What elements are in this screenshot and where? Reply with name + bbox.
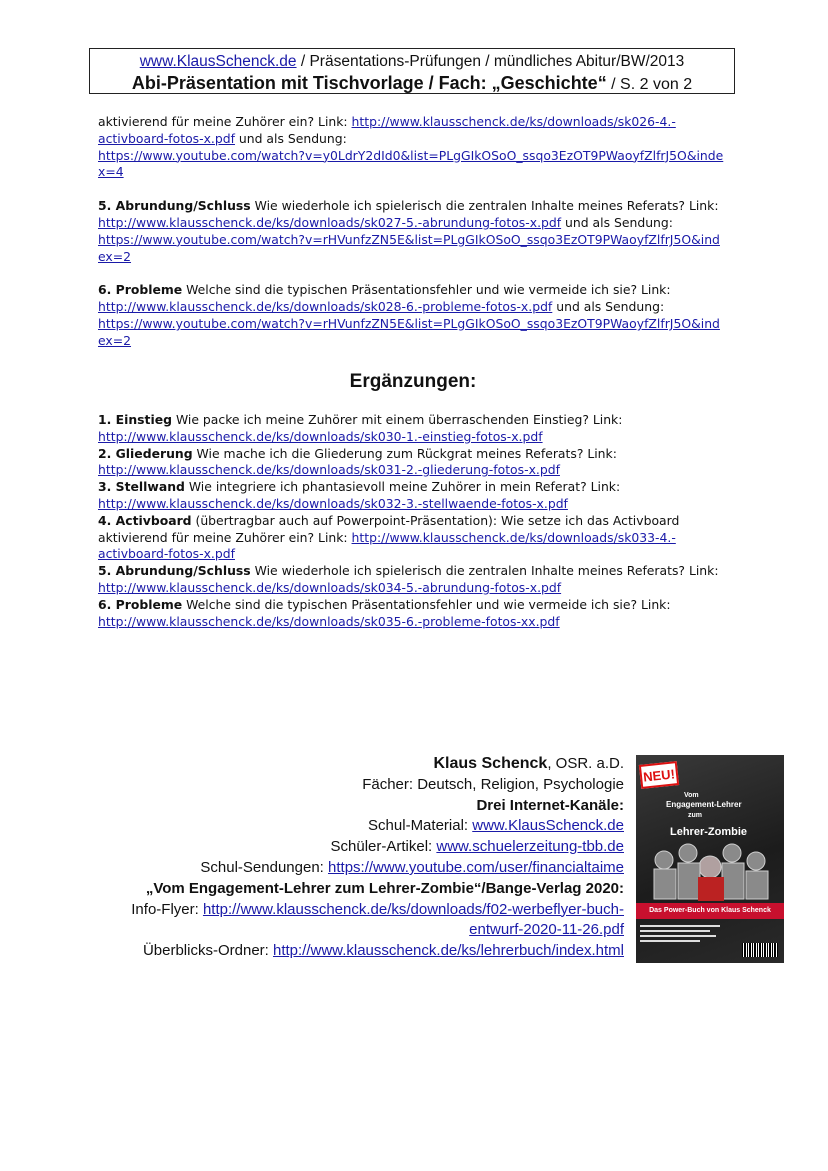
ueberblicks-ordner-link[interactable]: http://www.klausschenck.de/ks/lehrerbuch/index.html bbox=[273, 942, 624, 960]
list-item: 2. Gliederung Wie mache ich die Gliederung zum Rückgrat meines Referats? Link: http://www.klausschenck.de/ks/downloads/sk031-2.-gliederung-fotos-x.pdf bbox=[98, 445, 617, 478]
item-6-paragraph bbox=[98, 282, 738, 349]
erg-2-link[interactable]: http://www.klausschenck.de/ks/downloads/sk031-2.-gliederung-fotos-x.pdf bbox=[98, 462, 560, 478]
page-header-box bbox=[89, 48, 735, 94]
book-cover-art bbox=[636, 755, 784, 963]
page-number: / S. 2 von 2 bbox=[606, 76, 693, 93]
item-6-question: Welche sind die typischen Präsentationsfehler und wie vermeide ich sie? Link: bbox=[182, 282, 671, 298]
author-name: Klaus Schenck bbox=[433, 755, 548, 772]
item-6-title: 6. Probleme bbox=[98, 282, 183, 298]
new-badge: NEU! bbox=[639, 761, 679, 789]
book-cover-image bbox=[636, 755, 784, 963]
info-flyer-link[interactable]: http://www.klausschenck.de/ks/downloads/f02-werbeflyer-buch- entwurf-2020-11-26.pdf bbox=[202, 900, 624, 939]
erg-6-link[interactable]: http://www.klausschenck.de/ks/downloads/sk035-6.-probleme-fotos-xx.pdf bbox=[98, 613, 560, 629]
schul-label: Schul-Material: bbox=[368, 817, 473, 835]
header-line-2 bbox=[90, 72, 734, 96]
list-item: 4. Activboard (übertragbar auch auf Powerpoint-Präsentation): Wie setze ich das Activboard aktivierend für meine Zuhörer ein? Link: http://www.klausschenck.de/ks/downloads/sk033-4.- activboard-fotos-x.pdf bbox=[98, 512, 680, 562]
intro-video-link[interactable]: https://www.youtube.com/watch?v=y0LdrY2dId0&list=PLgGIkOSoO_ssqo3EzOT9PWaoyfZlfrJ5O&inde x=4 bbox=[98, 147, 724, 180]
item-5-title: 5. Abrundung/Schluss bbox=[98, 198, 251, 214]
author-title: , OSR. a.D. bbox=[547, 755, 624, 772]
list-item: 5. Abrundung/Schluss Wie wiederhole ich spielerisch die zentralen Inhalte meines Referats? Link: http://www.klausschenck.de/ks/downloads/sk034-5.-abrundung-fotos-x.pdf bbox=[98, 563, 719, 595]
header-site-link[interactable]: www.KlausSchenck.de bbox=[139, 53, 297, 70]
header-line-1 bbox=[90, 52, 734, 72]
erg-3-link[interactable]: http://www.klausschenck.de/ks/downloads/sk032-3.-stellwaende-fotos-x.pdf bbox=[98, 495, 568, 511]
intro-pdf-link[interactable]: http://www.klausschenck.de/ks/downloads/sk026-4.- activboard-fotos-x.pdf bbox=[98, 114, 676, 146]
ordner-label: Überblicks-Ordner: bbox=[142, 942, 273, 960]
item-5-question: Wie wiederhole ich spielerisch die zentralen Inhalte meines Referats? Link: bbox=[250, 198, 719, 214]
list-item: 1. Einstieg Wie packe ich meine Zuhörer mit einem überraschenden Einstieg? Link: http://www.klausschenck.de/ks/downloads/sk030-1.-einstieg-fotos-x.pdf bbox=[98, 412, 623, 444]
erg-5-link[interactable]: http://www.klausschenck.de/ks/downloads/sk034-5.-abrundung-fotos-x.pdf bbox=[98, 579, 562, 595]
author-footer bbox=[84, 754, 624, 962]
schueler-artikel-link[interactable]: www.schuelerzeitung-tbb.de bbox=[436, 838, 624, 856]
erg-1-link[interactable]: http://www.klausschenck.de/ks/downloads/sk030-1.-einstieg-fotos-x.pdf bbox=[98, 428, 543, 444]
barcode bbox=[742, 943, 778, 957]
sendungen-label: Schul-Sendungen: bbox=[200, 858, 329, 876]
item-5-pdf-link[interactable]: http://www.klausschenck.de/ks/downloads/sk027-5.-abrundung-fotos-x.pdf bbox=[98, 214, 562, 230]
cover-banner: Das Power-Buch von Klaus Schenck bbox=[636, 903, 784, 919]
cover-title-4: Lehrer-Zombie bbox=[670, 826, 748, 838]
main-content bbox=[98, 114, 738, 350]
cover-title-3: zum bbox=[688, 812, 702, 819]
list-item: 3. Stellwand Wie integriere ich phantasievoll meine Zuhörer in mein Referat? Link: http://www.klausschenck.de/ks/downloads/sk032-3.-stellwaende-fotos-x.pdf bbox=[98, 479, 621, 511]
cover-title-2: Engagement-Lehrer bbox=[666, 800, 742, 809]
item-6-video-link[interactable]: https://www.youtube.com/watch?v=rHVunfzZN5E&list=PLgGIkOSoO_ssqo3EzOT9PWaoyfZlfrJ5O&ind ex=2 bbox=[98, 315, 720, 348]
item-6-pdf-link[interactable]: http://www.klausschenck.de/ks/downloads/sk028-6.-probleme-fotos-x.pdf bbox=[98, 299, 553, 315]
schueler-label: Schüler-Artikel: bbox=[330, 838, 437, 856]
header-title: Abi-Präsentation mit Tischvorlage / Fach: „Geschichte“ bbox=[131, 73, 607, 93]
erg-4-link[interactable]: http://www.klausschenck.de/ks/downloads/sk033-4.- activboard-fotos-x.pdf bbox=[98, 529, 676, 562]
item-5-mid: und als Sendung: bbox=[561, 214, 673, 230]
header-line-1-text: / Präsentations-Prüfungen / mündliches Abitur/BW/2013 bbox=[296, 53, 685, 70]
intro-text: aktivierend für meine Zuhörer ein? Link: bbox=[98, 114, 352, 129]
author-subjects: Fächer: Deutsch, Religion, Psychologie bbox=[362, 775, 624, 793]
schul-material-link[interactable]: www.KlausSchenck.de bbox=[472, 817, 624, 835]
channels-label: Drei Internet-Kanäle: bbox=[476, 796, 624, 814]
item-6-mid: und als Sendung: bbox=[552, 299, 665, 315]
item-5-paragraph bbox=[98, 198, 738, 265]
schul-sendungen-link[interactable]: https://www.youtube.com/user/financialtaime bbox=[328, 858, 624, 876]
list-item: 6. Probleme Welche sind die typischen Präsentationsfehler und wie vermeide ich sie? Link: http://www.klausschenck.de/ks/downloads/sk035-6.-probleme-fotos-xx.pdf bbox=[98, 596, 671, 629]
erganzungen-list bbox=[98, 412, 738, 630]
erganzungen-heading: Ergänzungen: bbox=[349, 371, 477, 392]
flyer-label: Info-Flyer: bbox=[131, 900, 203, 918]
intro-paragraph bbox=[98, 114, 738, 181]
item-5-video-link[interactable]: https://www.youtube.com/watch?v=rHVunfzZN5E&list=PLgGIkOSoO_ssqo3EzOT9PWaoyfZlfrJ5O&ind ex=2 bbox=[98, 231, 720, 264]
cover-title-1: Vom bbox=[684, 792, 699, 799]
book-title: „Vom Engagement-Lehrer zum Lehrer-Zombie“/Bange-Verlag 2020: bbox=[145, 879, 624, 897]
intro-mid-text: und als Sendung: bbox=[234, 130, 347, 146]
